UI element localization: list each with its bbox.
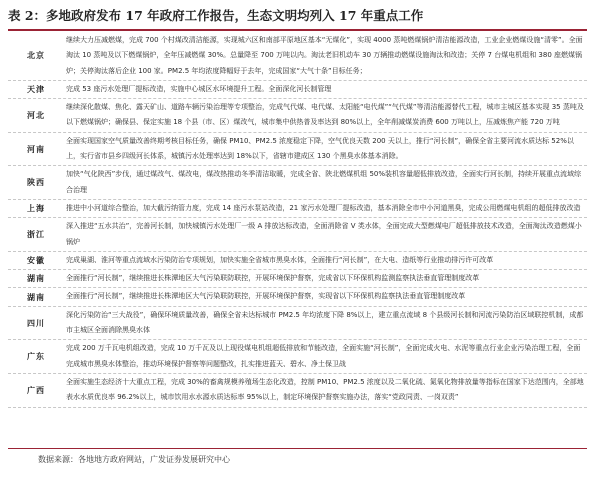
policy-table <box>8 32 587 408</box>
content-cell: 深化污染防治“三大战役”，确保环境质量改善，确保全省未达标城市 PM2.5 年均浓度下降 8%以上，建立重点流域 8 个县级河长制和河流污染防治区域联控机制，成都市主城区全面消除黑臭水体 <box>66 310 584 335</box>
content-cell: 继续大力压减燃煤，完成 700 个村煤改清洁能源，实现城六区和南部平原地区基本“无煤化”，实现 4000 蒸吨燃煤锅炉清洁能源改造，工业企业燃煤设施“清零”。全面淘汰 10 蒸吨及以下燃煤锅炉，全年压减燃煤 30%。总量降至 700 万吨以内。淘汰老旧机动车 30 万辆推动燃煤设施淘汰和改造；关停 7 台煤电机组和 380 座燃煤锅炉；关停淘汰落后企业 100 家。PM2.5 年均浓度降幅好于去年，完成国家“大气十条”目标任务； <box>66 36 583 75</box>
region-cell: 广西 <box>27 385 45 395</box>
source-note: 数据来源：各地地方政府网站，广发证券发展研究中心 <box>38 455 230 464</box>
top-rule <box>8 29 587 31</box>
bottom-rule <box>8 448 587 449</box>
table-row <box>8 32 587 81</box>
content-cell: 全面实施生态经济十大重点工程，完成 30%的畜禽规模养殖场生态化改造，控制 PM10、PM2.5 浓度以及二氧化硫、氮氧化物排放量等指标在国家下达范围内，全部地表水水质优良率 96.2%以上，城市饮用水水源水质达标率 95%以上，制定环境保护督察实施办法，落实“党政同责、一岗双责” <box>66 377 584 402</box>
table-title: 表 2：多地政府发布 17 年政府工作报告，生态文明均列入 17 年重点工作 <box>8 8 424 23</box>
content-cell: 完成 200 万千瓦电机组改造，完成 10 万千瓦及以上现役煤电机组超低排放和节能改造，全面实施“河长制”，全面完成火电、水泥等重点行业企业污染治理工程，全面完成城市黑臭水体整治，推动环境保护督察等问题整改，扎实推进蓝天、碧水、净土保卫战 <box>66 344 581 368</box>
content-cell: 完成巢湖、淮河等重点流域水污染防治专项规划，加快实施全省城市黑臭水体，全面推行“河长制”，在大电、造纸等行业推动排污许可改革 <box>66 255 494 264</box>
table-row <box>8 166 587 200</box>
table-row <box>8 307 587 341</box>
content-cell: 推进中小河道综合整治，加大截污纳管力度，完成 14 座污水泵站改造，21 家污水处理厂提标改造，基本消除全市中小河道黑臭，完成公用燃煤电机组的超低排放改造 <box>66 203 581 212</box>
region-cell: 广东 <box>27 352 45 362</box>
content-cell: 继续深化散煤、焦化、露天矿山、道路车辆污染治理等专项整治，完成气代煤、电代煤、太阳能“电代煤”“气代煤”等清洁能源替代工程，城市主城区基本实现 35 蒸吨及以下燃煤锅炉；确保县、保定实施 18 个县（市、区）煤改气，城市集中供热普及率达到 80%以上，全年削减煤炭消费 600 万吨以上，压减炼焦产能 720 万吨 <box>66 103 584 127</box>
region-cell: 河北 <box>27 110 45 120</box>
region-cell: 北京 <box>27 51 45 61</box>
region-cell: 河南 <box>27 144 45 154</box>
region-cell: 浙江 <box>27 230 45 240</box>
content-cell: 加快“气化陕西”步伐，通过煤改气、煤改电，煤改热推动冬季清洁取暖，完成全省、陕北燃煤机组 50%装机容量超低排放改造，全面实行河长制，持续开展重点流域综合治理 <box>66 170 582 194</box>
table-row <box>8 200 587 218</box>
region-cell: 四川 <box>27 318 45 328</box>
table-row <box>8 81 587 99</box>
region-cell: 陕西 <box>27 178 45 188</box>
region-cell: 安徽 <box>27 256 45 265</box>
table-row <box>8 218 587 252</box>
content-cell: 全面实现国家空气质量改善终期考核目标任务，确保 PM10、PM2.5 浓度稳定下降，空气优良天数 200 天以上，推行“河长制”，确保全省主要河流水质达标 52%以上，实行省市县乡四级河长体系，城镇污水处理率达到 18%以下，省辖市建成区 130 个黑臭水体基本消除。 <box>66 136 574 161</box>
content-cell: 全面推行“河长制”，继续推进长株潭地区大气污染联防联控，开展环境保护督察，完成省以下环保机构监测监察执法垂直管理制度改革 <box>66 274 480 283</box>
table-row <box>8 133 587 167</box>
table-row <box>8 252 587 270</box>
region-cell: 天津 <box>27 85 45 95</box>
region-cell: 湖南 <box>27 274 45 284</box>
table-row <box>8 340 587 374</box>
region-cell: 湖南 <box>27 292 45 302</box>
content-cell: 深入推进“五水共治”，完善河长制，加快城镇污水处理厂一级 A 排放达标改造，全面消除省 V 类水体，全面完成大型燃煤电厂超低排放技术改造，全面淘汰改造燃煤小锅炉 <box>66 222 582 246</box>
region-cell: 上海 <box>27 204 45 214</box>
table-row <box>8 270 587 288</box>
table-row <box>8 374 587 408</box>
table-row <box>8 99 587 133</box>
table-row <box>8 288 587 306</box>
content-cell: 完成 53 座污水处理厂提标改造，实施中心城区水环境提升工程。全面深化河长制管理 <box>66 84 332 93</box>
content-cell: 全面推行“河长制”，继续推进长株潭地区大气污染联防联控，开展环境保护督察，实现省以下环保机构监察执法垂直管理制度改革 <box>66 292 466 301</box>
